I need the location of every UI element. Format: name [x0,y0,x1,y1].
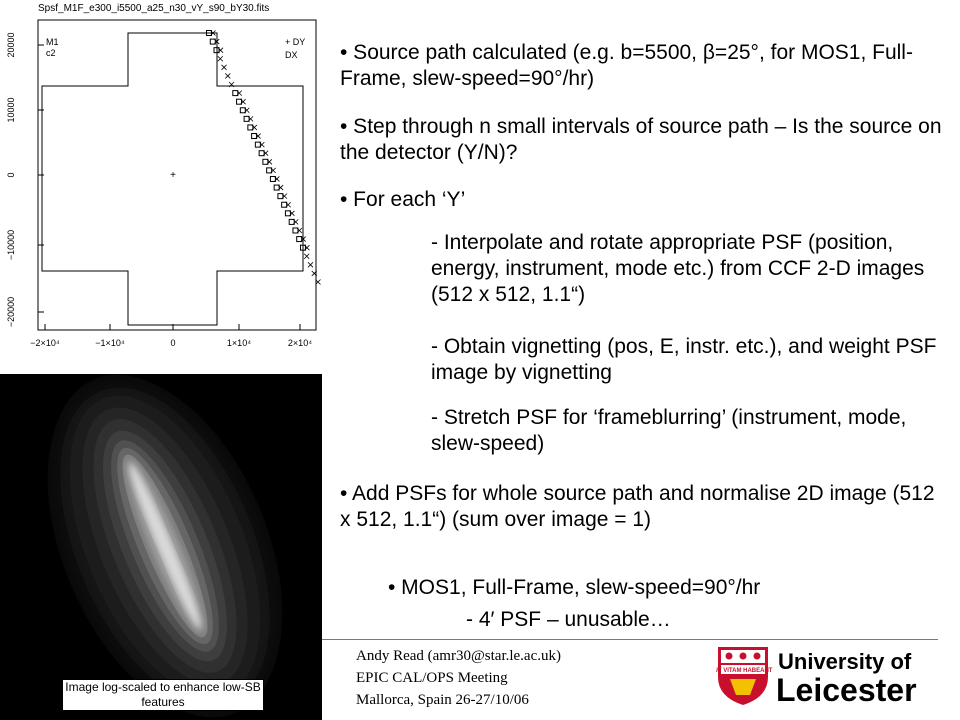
x-tick-label: 1×10⁴ [226,338,252,348]
path-marker-cross [218,56,223,61]
y-tick-label: −20000 [6,296,16,328]
tick-marks [38,45,300,330]
summary-line-2: - 4′ PSF – unusable… [466,608,671,631]
footer-meeting: EPIC CAL/OPS Meeting [356,670,508,686]
bullet-step-through: • Step through n small intervals of source path – Is the source on the detector (Y/N)? [340,115,942,164]
psf-svg [0,374,322,720]
plot-frame [38,20,316,330]
footer-location: Mallorca, Spain 26-27/10/06 [356,692,529,708]
plot-label-instrument: M1 [46,37,59,47]
x-tick-label: −2×10⁴ [30,338,60,348]
logo-line-2: Leicester [776,672,917,707]
sub-bullet-interpolate: - Interpolate and rotate appropriate PSF (position, energy, instrument, mode etc.) from CCF 2-D images (512 x 512, 1.1“) [431,231,925,306]
summary-line-1: • MOS1, Full-Frame, slew-speed=90°/hr [388,576,761,599]
plot-svg [0,0,322,352]
x-tick-label: 2×10⁴ [287,338,313,348]
x-tick-label: 0 [170,338,176,348]
y-tick-label: −10000 [6,229,16,261]
footer-divider [322,639,938,640]
university-logo [716,645,941,707]
plot-label-dy: + DY [285,37,306,47]
source-path-plot [0,0,322,352]
plot-label-dx: DX [285,50,298,60]
path-marker-cross [225,73,230,78]
sub-bullet-stretch: - Stretch PSF for ‘frameblurring’ (instrument, mode, slew-speed) [431,406,907,455]
logo-line-1: University of [778,649,912,674]
bullet-add-psfs: • Add PSFs for whole source path and normalise 2D image (512 x 512, 1.1“) (sum over image = 1) [340,482,935,531]
y-tick-label: 10000 [6,97,16,123]
bullet-source-path: • Source path calculated (e.g. b=5500, β=25°, for MOS1, Full-Frame, slew-speed=90°/hr) [340,41,913,90]
path-marker-cross [304,254,309,259]
y-tick-label: 20000 [6,32,16,58]
path-marker-cross [308,262,313,267]
psf-image [0,374,322,720]
center-cross: + [170,170,176,181]
plot-label-mode: c2 [46,48,56,58]
plot-title: Spsf_M1F_e300_i5500_a25_n30_vY_s90_bY30.fits [38,3,270,14]
footer-author: Andy Read (amr30@star.le.ac.uk) [356,648,561,664]
logo-svg [716,645,941,707]
sub-bullet-vignetting: - Obtain vignetting (pos, E, instr. etc.), and weight PSF image by vignetting [431,335,937,384]
bullet-for-each: • For each ‘Y’ [340,188,466,211]
crest-motto: UT VITAM HABEANT [716,668,773,674]
psf-caption: Image log-scaled to enhance low-SB features [62,679,264,711]
x-tick-label: −1×10⁴ [95,338,125,348]
footer [356,645,561,711]
path-marker-cross [222,65,227,70]
y-tick-label: 0 [6,172,16,178]
